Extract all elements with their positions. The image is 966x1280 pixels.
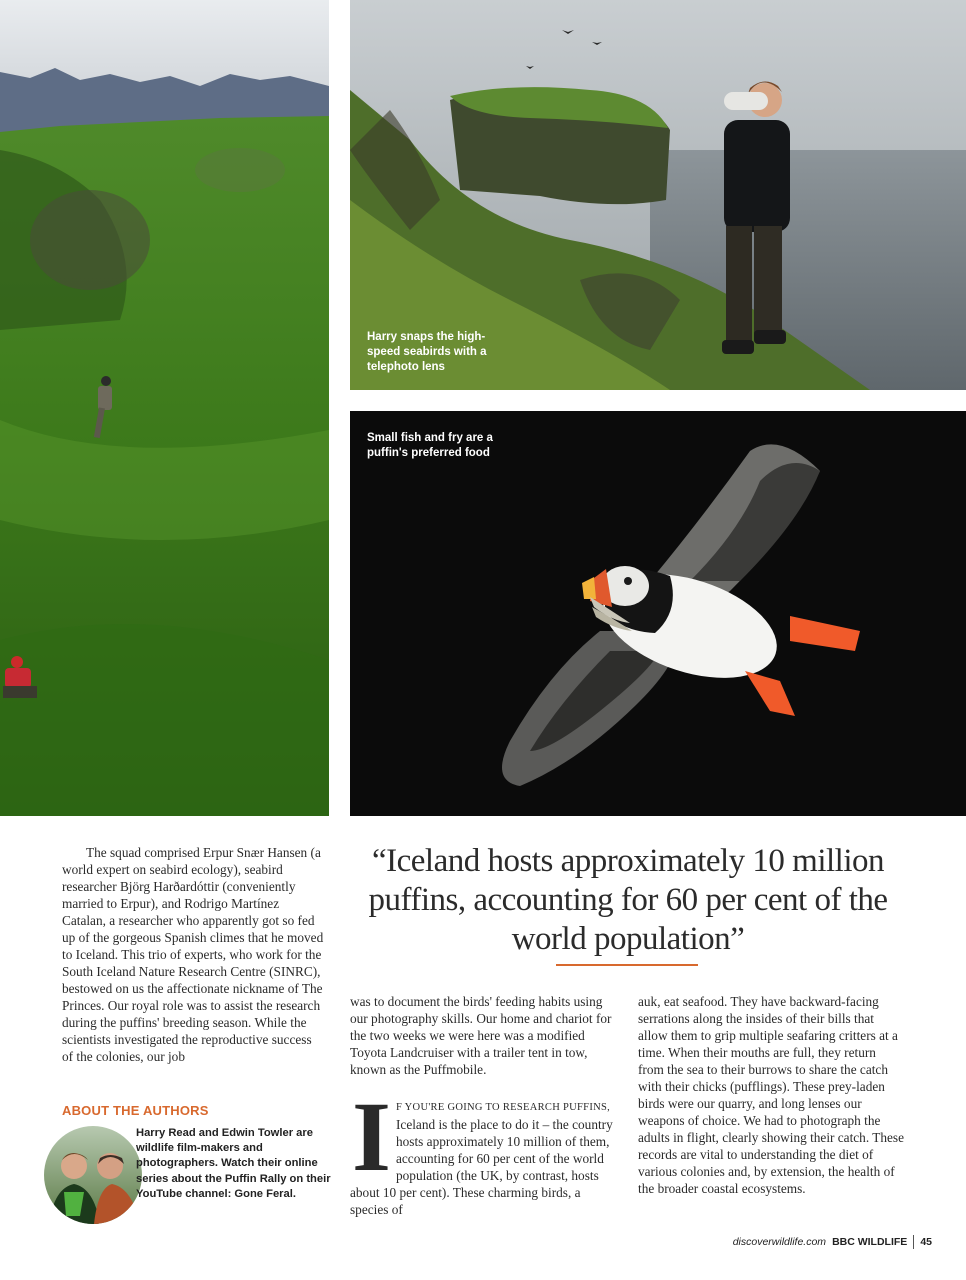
hillside-image (0, 0, 329, 816)
pull-quote-rule (556, 964, 698, 966)
about-authors-heading: ABOUT THE AUTHORS (62, 1103, 209, 1118)
article-column-2-para-2 (350, 1081, 620, 1218)
footer-divider (913, 1235, 914, 1249)
col2-para2-text: Iceland is the place to do it – the country hosts approximately 10 million of them, accounting for 60 per cent of the world population (the UK, by contrast, hosts about 10 per cent). These charming birds, a species of (350, 1117, 613, 1217)
cliff-caption: Harry snaps the high-speed seabirds with a telephoto lens (367, 331, 487, 373)
pull-quote: “Iceland hosts approximately 10 million puffins, accounting for 60 per cent of the world population” (368, 843, 888, 957)
footer-brand: BBC WILDLIFE (832, 1236, 908, 1248)
article-column-2-para-1: was to document the birds' feeding habits using our photography skills. Our home and chariot for the two weeks we were here was a modified Toyota Landcruiser with a trailer tent in tow, known as the Puffmobile. (350, 994, 612, 1077)
puffin-photo (350, 411, 966, 816)
puffin-caption: Small fish and fry are a puffin's preferred food (367, 432, 493, 459)
drop-cap-spacer (350, 1081, 396, 1192)
cliff-photo (350, 0, 966, 390)
about-authors-text: Harry Read and Edwin Towler are wildlife film-makers and photographers. Watch their online series about the Puffin Rally on their YouTube channel: Gone Feral. (136, 1127, 331, 1200)
hillside-photo (0, 0, 329, 816)
page-number: 45 (920, 1236, 932, 1248)
article-column-1 (62, 844, 324, 1065)
smallcaps-lead: F YOU'RE GOING TO RESEARCH PUFFINS, (396, 1102, 611, 1113)
puffin-image (350, 411, 966, 816)
col1-text: The squad comprised Erpur Snær Hansen (a world expert on seabird ecology), seabird researcher Björg Harðardóttir (conveniently married to Erpur), and Rodrigo Martínez Catalan, a researcher who apparently got so fed up of the gorgeous Spanish climes that he moved to Iceland. This trio of experts, who work for the South Iceland Nature Research Centre (SINRC), bestowed on us the affectionate nickname of The Princes. Our royal role was to assist the research during the puffins' breeding season. While the scientists investigated the reproductive success of the colonies, our job (62, 845, 324, 1064)
authors-avatar (44, 1126, 142, 1224)
drop-cap: I (352, 1081, 391, 1192)
footer-site-link[interactable]: discoverwildlife.com (732, 1236, 827, 1248)
authors-image (44, 1126, 142, 1224)
photographer-figure (722, 81, 790, 354)
article-column-3: auk, eat seafood. They have backward-facing serrations along the insides of their bills that allow them to grip multiple seafaring critters at a time. When their mouths are full, they return from the sea to their burrows to share the catch with their chicks (pufflings). These prey-laden birds were our quarry, and long lenses our weapons of choice. We had to photograph the adults in flight, clearly showing their catch. These records are vital to understanding the diet of various colonies and, by extension, the health of the broader coastal ecosystems. (638, 994, 904, 1196)
page-footer (733, 1234, 932, 1250)
